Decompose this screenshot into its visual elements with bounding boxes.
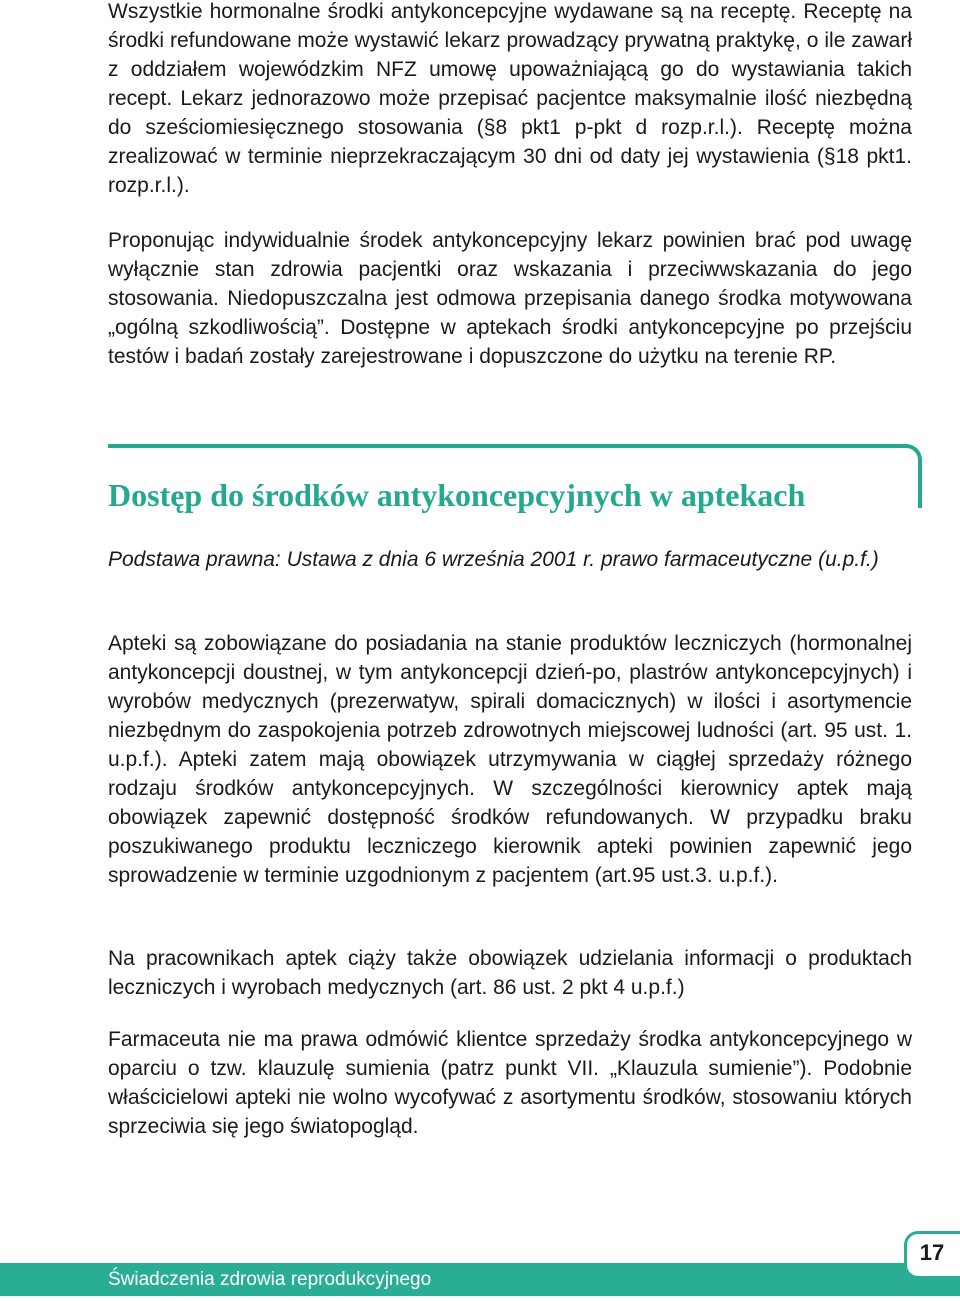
intro-paragraph-prescriptions: Wszystkie hormonalne środki antykoncepcyjne wydawane są na receptę. Receptę na środki refundowane może wystawić lekarz prowadzący prywatną praktykę, o ile zawarł z oddziałem wojewódzkim NFZ umowę upoważniającą go do wystawiania takich recept. Lekarz jednorazowo może przepisać pacjentce maksymalnie ilość niezbędną do sześciomiesięcznego stosowania (§8 pkt1 p-pkt d rozp.r.l.). Receptę można zrealizować w terminie nieprzekraczającym 30 dni od daty jej wystawienia (§18 pkt1. rozp.r.l.). bbox=[108, 0, 912, 197]
legal-basis-note: Podstawa prawna: Ustawa z dnia 6 września 2001 r. prawo farmaceutyczne (u.p.f.) bbox=[108, 548, 879, 571]
footer-title: Świadczenia zdrowia reprodukcyjnego bbox=[108, 1269, 432, 1290]
pharmacy-obligations-paragraph: Apteki są zobowiązane do posiadania na stanie produktów leczniczych (hormonalnej antykoncepcji doustnej, w tym antykoncepcji dzień-po, plastrów antykoncepcyjnych) i wyrobów medycznych (prezerwatyw, spirali domacicznych) w ilości i asortymencie niezbędnym do zaspokojenia potrzeb zdrowotnych miejscowej ludności (art. 95 ust. 1. u.p.f.). Apteki zatem mają obowiązek utrzymywania w ciągłej sprzedaży różnego rodzaju środków antykoncepcyjnych. W szczególności kierownicy aptek mają obowiązek zapewnić dostępność środków refundowanych. W przypadku braku poszukiwanego produktu leczniczego kierownik apteki powinien zapewnić jego sprowadzenie w terminie uzgodnionym z pacjentem (art.95 ust.3. u.p.f.). bbox=[108, 632, 912, 887]
intro-paragraph-doctor-choice: Proponując indywidualnie środek antykoncepcyjny lekarz powinien brać pod uwagę wyłącznie stan zdrowia pacjentki oraz wskazania i przeciwwskazania do jego stosowania. Niedopuszczalna jest odmowa przepisania danego środka motywowana „ogólną szkodliwością”. Dostępne w aptekach środki antykoncepcyjne po przejściu testów i badań zostały zarejestrowane i dopuszczone do użytku na terenie RP. bbox=[108, 229, 912, 368]
pharmacy-information-paragraph: Na pracownikach aptek ciąży także obowiązek udzielania informacji o produktach leczniczych i wyrobach medycznych (art. 86 ust. 2 pkt 4 u.p.f.) bbox=[108, 947, 912, 999]
conscience-clause-paragraph: Farmaceuta nie ma prawa odmówić klientce sprzedaży środka antykoncepcyjnego w oparciu o tzw. klauzulę sumienia (patrz punkt VII. „Klauzula sumienie”). Podobnie właścicielowi apteki nie wolno wycofywać z asortymentu środków, stosowaniu których sprzeciwia się jego światopogląd. bbox=[108, 1028, 912, 1138]
section-heading: Dostęp do środków antykoncepcyjnych w aptekach bbox=[108, 477, 806, 513]
page-number: 17 bbox=[919, 1240, 945, 1265]
